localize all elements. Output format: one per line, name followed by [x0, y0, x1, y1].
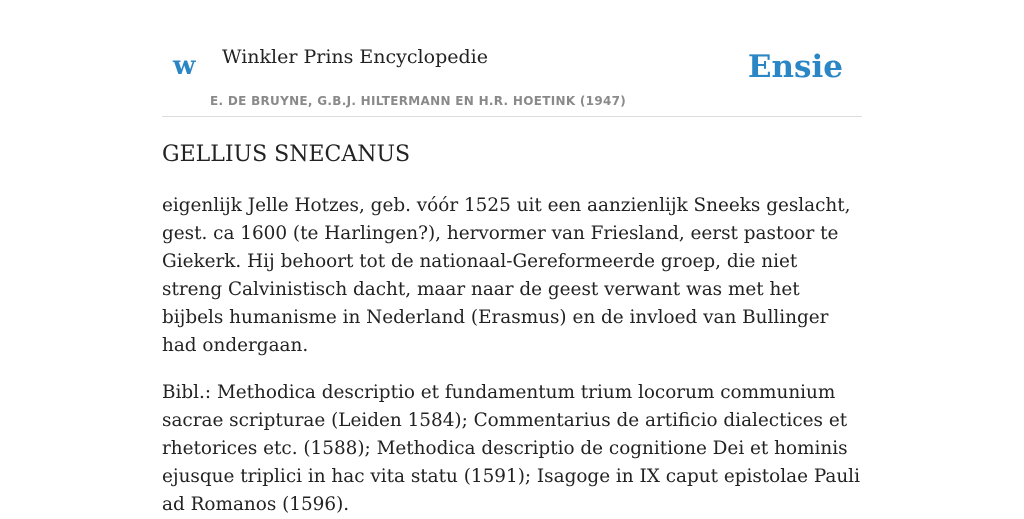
article-paragraph-bibliography: Bibl.: Methodica descriptio et fundamentum trium locorum communium sacrae scripturae (Leiden 1584); Commentarius de artificio dialectices et rhetorices etc. (1588); Methodica descriptio de cognitione Dei et hominis ejusque triplici in hac vita statu (1591); Isagoge in IX caput epistolae Pauli ad Romanos (1596).: [162, 382, 860, 515]
article-paragraph-1: eigenlijk Jelle Hotzes, geb. vóór 1525 uit een aanzienlijk Sneeks geslacht, gest. ca 1600 (te Harlingen?), hervormer van Friesland, eerst pastoor te Giekerk. Hij behoort tot de nationaal-Gereformeerde groep, die niet streng Calvinistisch dacht, maar naar de geest verwant was met het bijbels humanisme in Nederland (Erasmus) en de invloed van Bullinger had ondergaan.: [162, 195, 851, 356]
authors-line: E. DE BRUYNE, G.B.J. HILTERMANN EN H.R. HOETINK (1947): [210, 94, 627, 108]
article: [162, 140, 862, 519]
encyclopedia-title-link[interactable]: Winkler Prins Encyclopedie: [222, 46, 488, 68]
page-header: [162, 0, 862, 117]
article-title: GELLIUS SNECANUS: [162, 142, 411, 167]
ensie-logo-link[interactable]: Ensie: [747, 49, 843, 85]
encyclopedia-logo[interactable]: w: [173, 51, 196, 81]
